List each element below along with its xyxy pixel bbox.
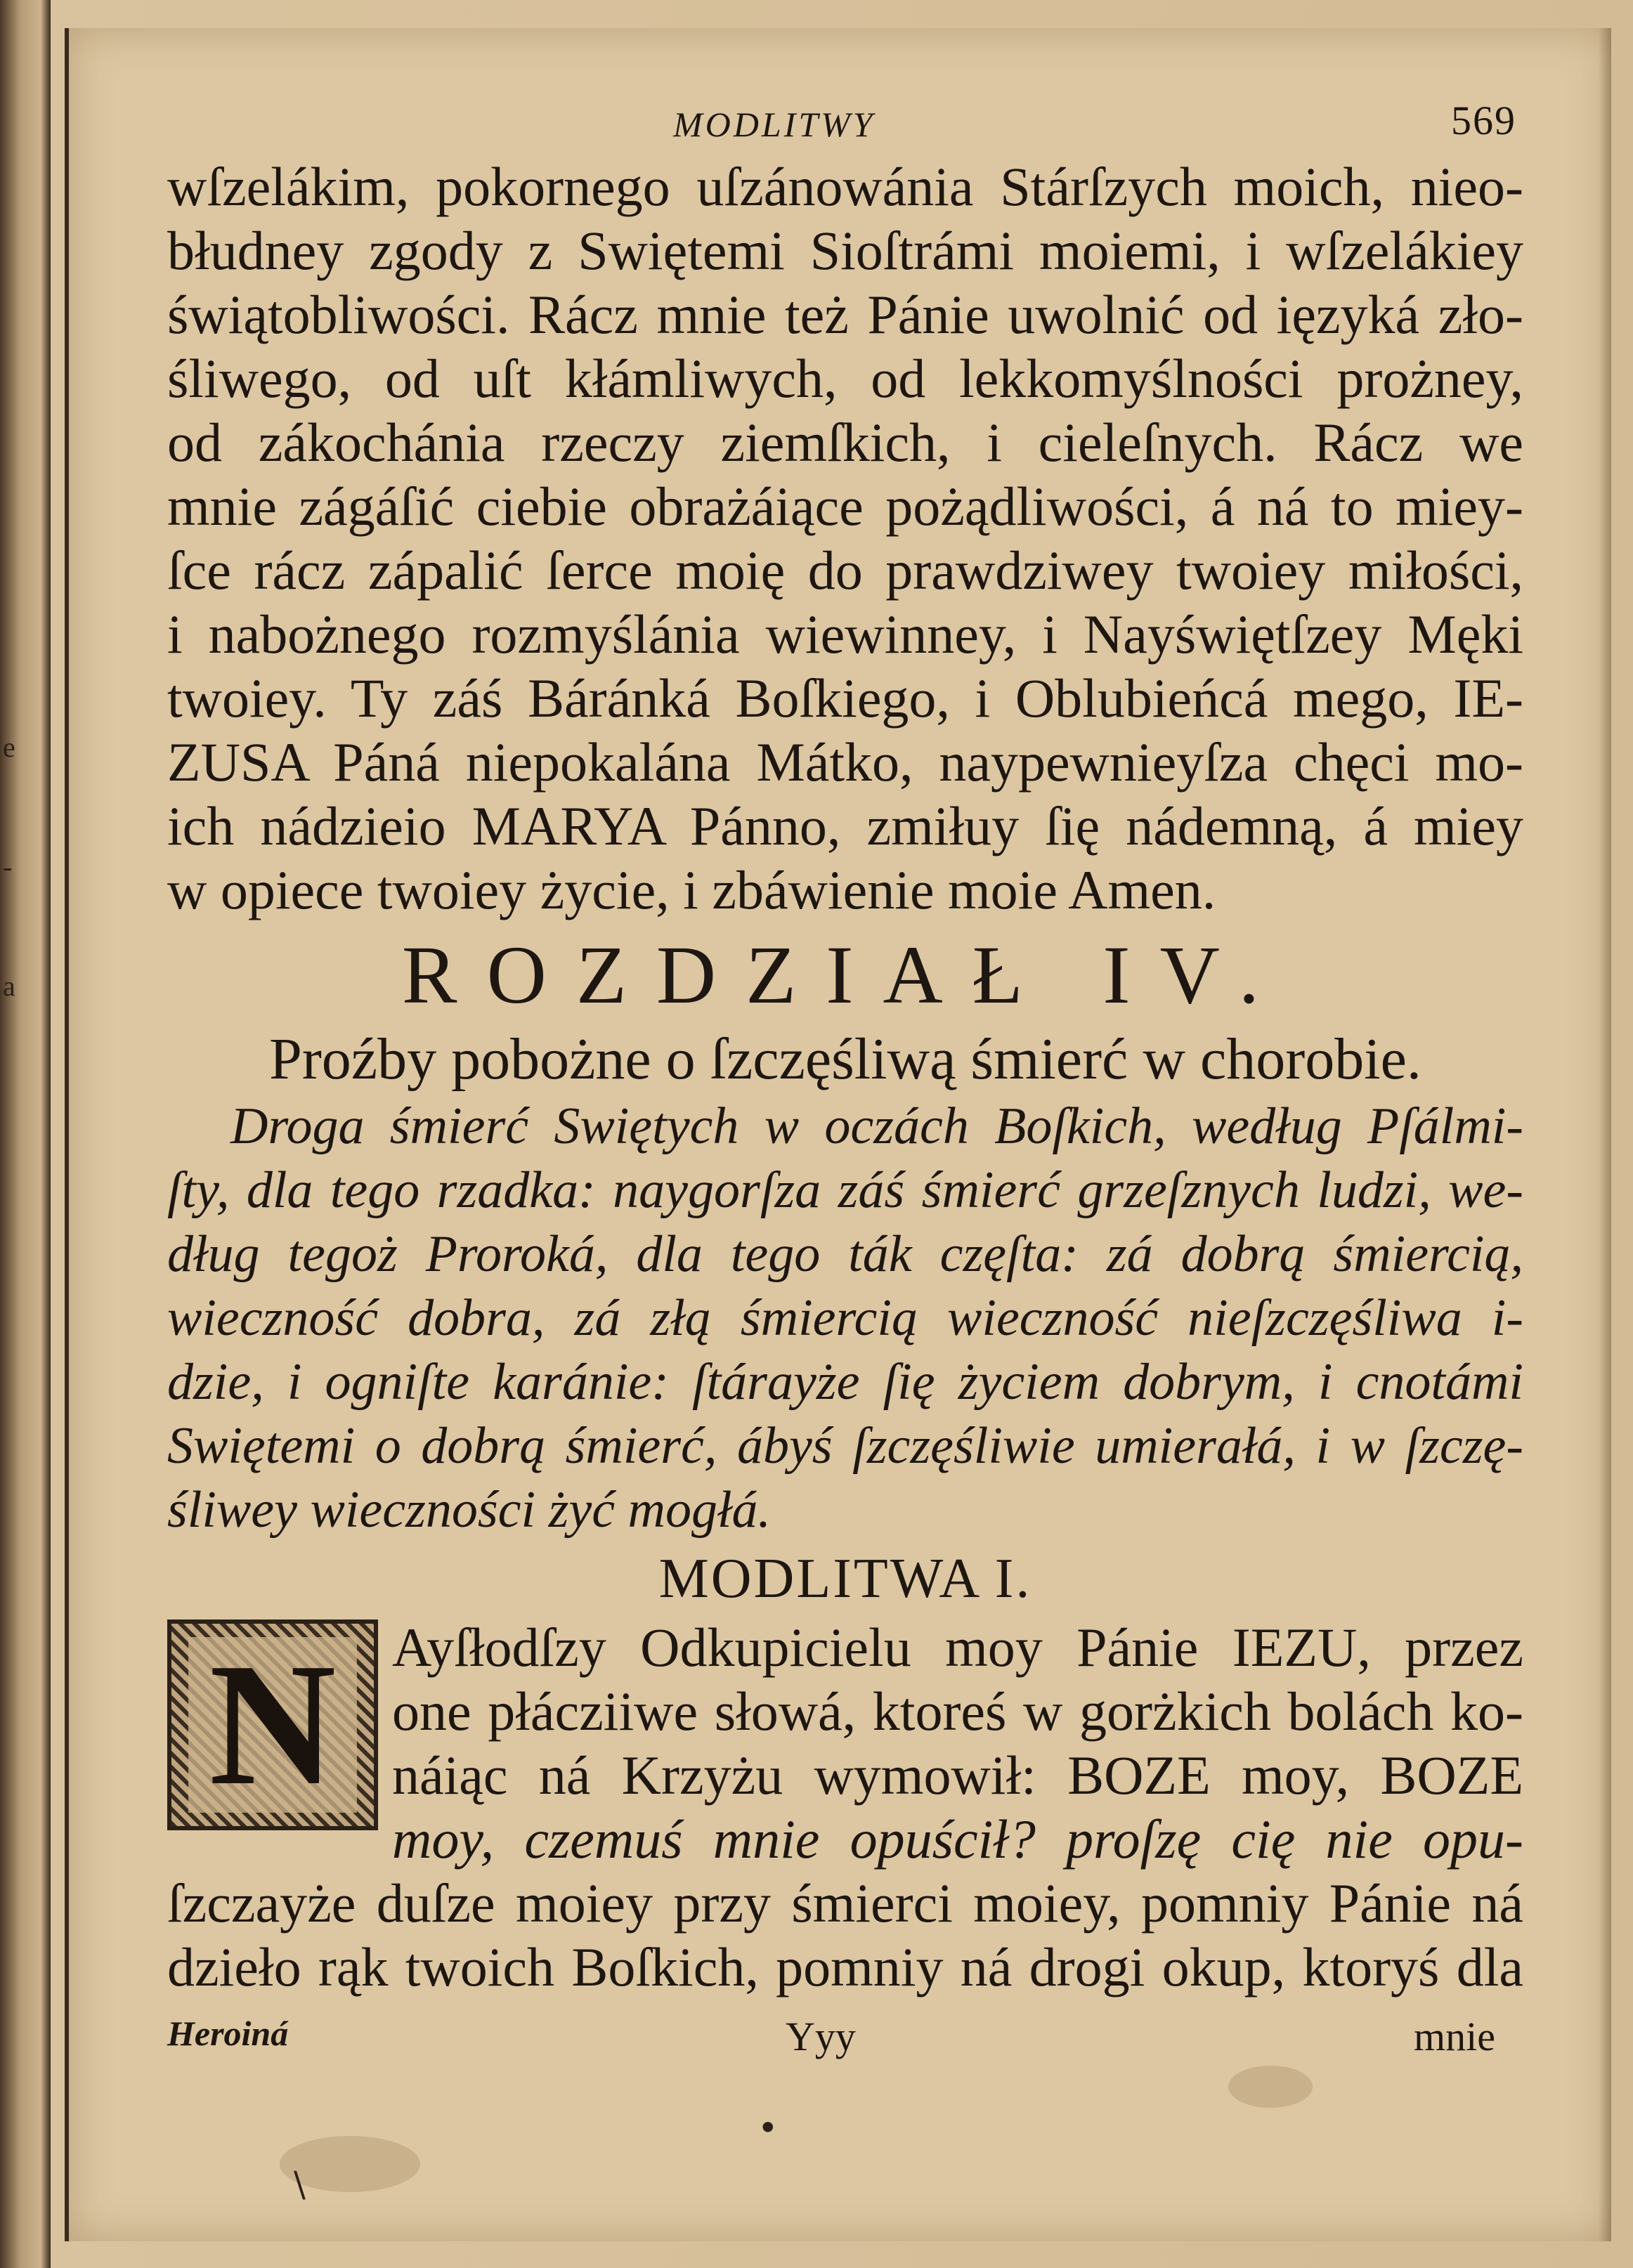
text-line: one płácziiwe słowá, ktoreś w gorżkich bolách ko- bbox=[392, 1681, 1523, 1742]
text-line: ſzczayże duſze moiey przy śmierci moiey, pomniy Pánie ná bbox=[167, 1872, 1523, 1934]
page-text bbox=[167, 91, 1523, 2076]
text-line: i nabożnego rozmyślánia wiewinney, i Nayświętſzey Męki bbox=[167, 604, 1523, 665]
running-head bbox=[167, 91, 1523, 155]
prayer-body bbox=[167, 1615, 1523, 1999]
text-line: śliwego, od uſt kłámliwych, od lekkomyślności prożney, bbox=[167, 348, 1523, 409]
text-line: błudney zgody z Swiętemi Sioſtrámi moiemi, i wſzelákiey bbox=[167, 220, 1523, 281]
text-line: śliwey wieczności żyć mogłá. bbox=[167, 1481, 772, 1539]
book-page bbox=[65, 28, 1611, 2241]
previous-page-fragment: e bbox=[3, 731, 15, 763]
text-line: ſce rácz zápalić ſerce moię do prawdziwey twoiey miłości, bbox=[167, 540, 1523, 601]
text-line: ſty, dla tego rzadka: naygorſza záś śmierć grzeſznych ludzi, we- bbox=[167, 1161, 1523, 1219]
text-line: mnie zágáſić ciebie obrażáiące pożądliwości, á ná to miey- bbox=[167, 476, 1523, 537]
decorated-initial bbox=[167, 1619, 378, 1830]
text-line: dzie, i ogniſte karánie: ſtárayże ſię życiem dobrym, i cnotámi bbox=[167, 1353, 1523, 1411]
opening-paragraph bbox=[167, 155, 1523, 922]
chapter-introduction bbox=[167, 1095, 1523, 1542]
previous-page-fragment: a bbox=[3, 970, 15, 1002]
text-line: dzieło rąk twoich Boſkich, pomniy ná drogi okup, ktoryś dla bbox=[167, 1936, 1523, 1997]
previous-page-edge bbox=[0, 0, 51, 2268]
text-line: ZUSA Páná niepokalána Mátko, naypewnieyſza chęci mo- bbox=[167, 731, 1523, 793]
chapter-subtitle: Proźby pobożne o ſzczęśliwą śmierć w chorobie. bbox=[269, 1027, 1421, 1092]
text-line: Swiętemi o dobrą śmierć, ábyś ſzczęśliwie umierałá, i w ſzczę- bbox=[167, 1417, 1523, 1475]
running-title: MODLITWY bbox=[673, 105, 876, 144]
page-edge-shadow bbox=[1599, 28, 1611, 2241]
catchword: mnie bbox=[1414, 2014, 1495, 2059]
text-line: ich nádzieio MARYA Pánno, zmiłuy ſię nádemną, á miey bbox=[167, 795, 1523, 856]
previous-page-fragment: - bbox=[3, 851, 13, 882]
text-line: wſzelákim, pokornego uſzánowánia Stárſzych moich, nieo- bbox=[167, 156, 1523, 217]
prayer-title: MODLITWA I. bbox=[658, 1548, 1032, 1610]
text-line: twoiey. Ty záś Báránká Boſkiego, i Oblubieńcá mego, IE- bbox=[167, 667, 1523, 729]
text-line: wieczność dobra, zá złą śmiercią wieczność nieſzczęśliwa i- bbox=[167, 1289, 1523, 1347]
page-number: 569 bbox=[1451, 98, 1516, 143]
text-line: Droga śmierć Swiętych w oczách Boſkich, według Pſálmi- bbox=[230, 1097, 1523, 1155]
stray-ink-mark: • bbox=[757, 2108, 779, 2149]
initial-letter: N bbox=[188, 1637, 358, 1813]
signature-word: Heroiná bbox=[167, 2014, 289, 2053]
stray-ink-mark: \ bbox=[294, 2164, 306, 2205]
text-line: w opiece twoiey życie, i zbáwienie moie Amen. bbox=[167, 859, 1216, 920]
chapter-heading: ROZDZIAŁ IV. bbox=[401, 929, 1289, 1021]
text-line: od zákochánia rzeczy ziemſkich, i cieleſnych. Rácz we bbox=[167, 412, 1523, 473]
text-line: dług tegoż Proroká, dla tego ták częſta: zá dobrą śmiercią, bbox=[167, 1225, 1523, 1283]
text-line: świątobliwości. Rácz mnie też Pánie uwolnić od ięzyká zło- bbox=[167, 284, 1523, 345]
text-line: Ayſłodſzy Odkupicielu moy Pánie IEZU, przez bbox=[392, 1617, 1523, 1678]
signature-mark: Yyy bbox=[786, 2014, 856, 2059]
page-footer bbox=[167, 2006, 1523, 2076]
text-line: moy, czemuś mnie opuścił? proſzę cię nie opu- bbox=[392, 1808, 1523, 1870]
text-line: náiąc ná Krzyżu wymowił: BOZE moy, BOZE bbox=[392, 1745, 1523, 1806]
